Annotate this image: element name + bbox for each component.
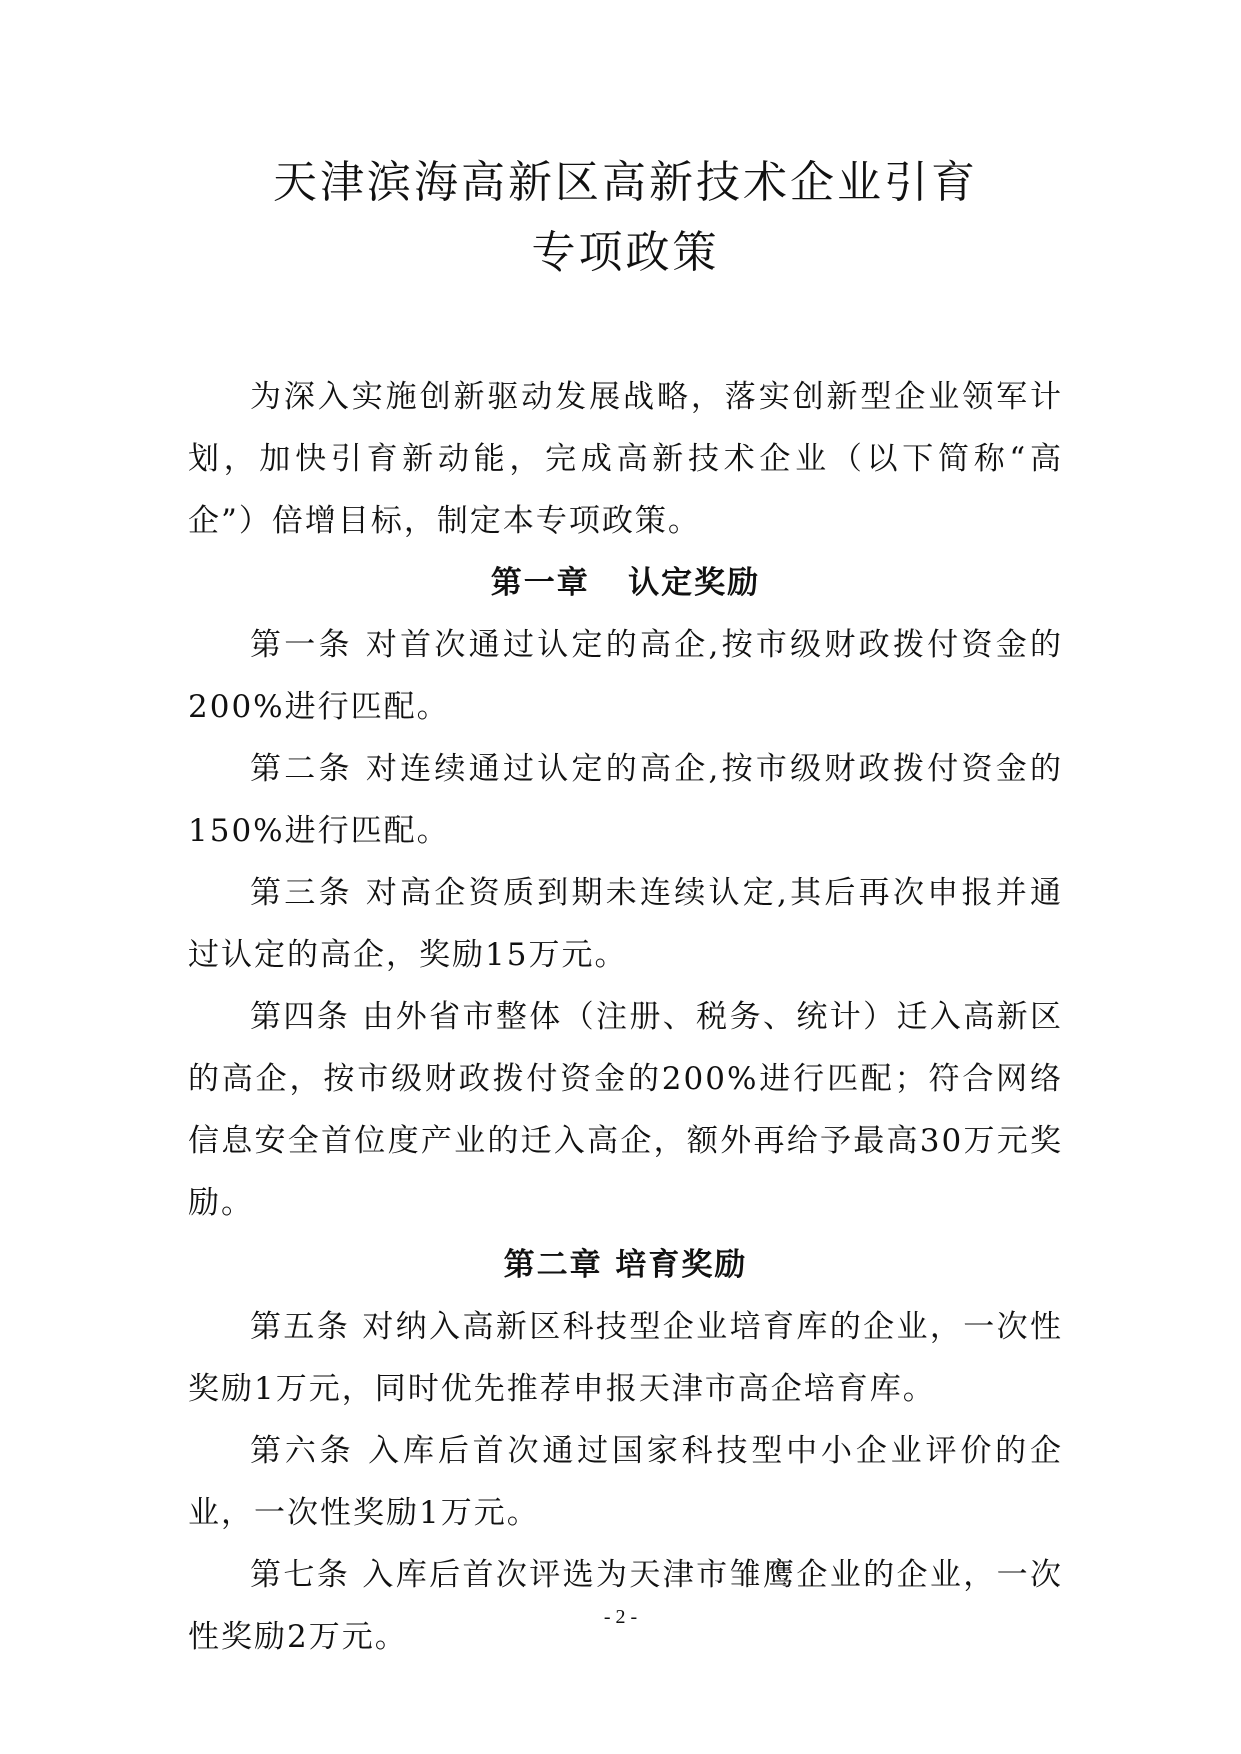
article-5: 第五条 对纳入高新区科技型企业培育库的企业，一次性奖励1万元，同时优先推荐申报天津市高企培育库。: [188, 1309, 1063, 1407]
chapter-1-heading: 第一章 认定奖励: [490, 565, 761, 601]
article-7: 第七条 入库后首次评选为天津市雏鹰企业的企业，一次性奖励2万元。: [188, 1557, 1063, 1655]
title-line-2: 专项政策: [531, 227, 720, 278]
article-2: 第二条 对连续通过认定的高企,按市级财政拨付资金的150%进行匹配。: [188, 751, 1063, 849]
article-3: 第三条 对高企资质到期未连续认定,其后再次申报并通过认定的高企，奖励15万元。: [188, 875, 1063, 973]
article-6: 第六条 入库后首次通过国家科技型中小企业评价的企业，一次性奖励1万元。: [188, 1433, 1063, 1531]
document-title: [188, 148, 1063, 288]
title-line-1: 天津滨海高新区高新技术企业引育: [273, 157, 978, 208]
article-4: 第四条 由外省市整体（注册、税务、统计）迁入高新区的高企，按市级财政拨付资金的200%进行匹配；符合网络信息安全首位度产业的迁入高企，额外再给予最高30万元奖励。: [188, 999, 1063, 1221]
chapter-2-heading: 第二章 培育奖励: [503, 1247, 748, 1283]
intro-paragraph: 为深入实施创新驱动发展战略，落实创新型企业领军计划，加快引育新动能，完成高新技术企业（以下简称“高企”）倍增目标，制定本专项政策。: [188, 379, 1063, 539]
article-1: 第一条 对首次通过认定的高企,按市级财政拨付资金的200%进行匹配。: [188, 627, 1063, 725]
page-number: - 2 -: [603, 1606, 638, 1628]
